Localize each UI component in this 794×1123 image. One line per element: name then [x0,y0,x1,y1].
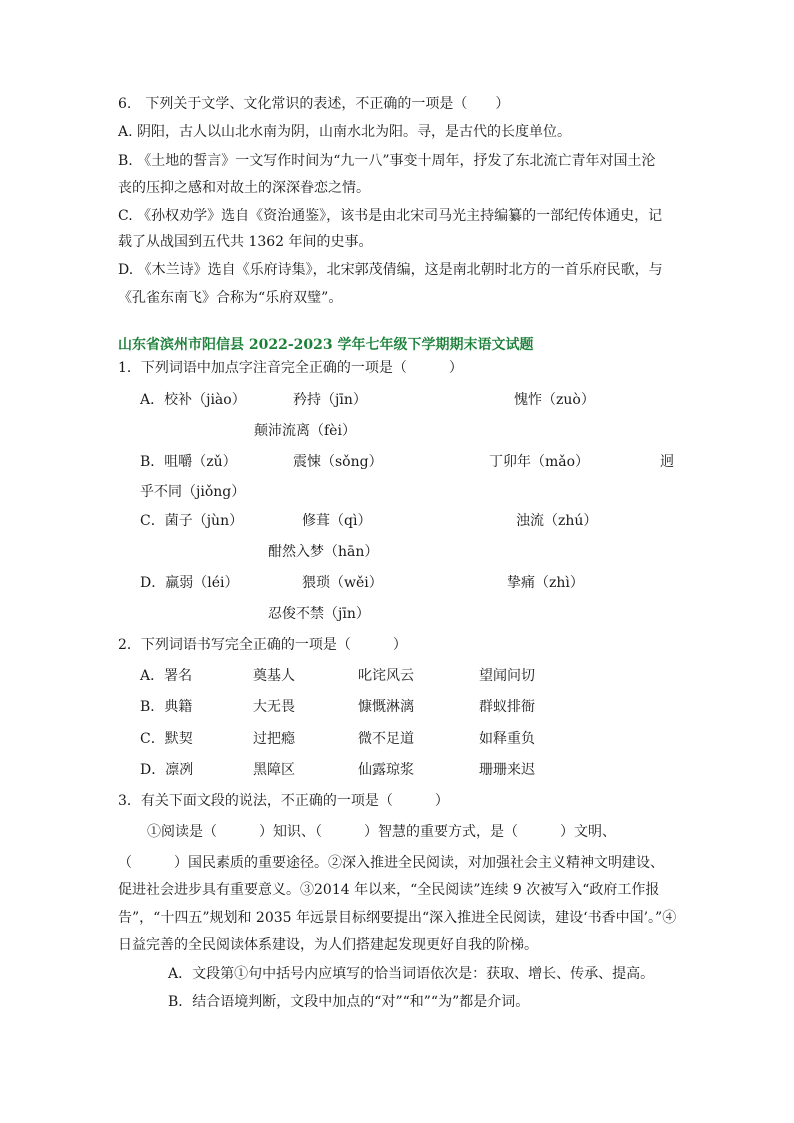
q6-stem: 6. 下列关于文学、文化常识的表述，不正确的一项是（ ） [118,96,510,112]
q1-b-item2: 震悚（sǒng） [293,454,383,470]
q6-option-d-line1: D. 《木兰诗》选自《乐府诗集》，北宋郭茂倩编，这是南北朝时北方的一首乐府民歌，与 [118,262,663,278]
q1-c-item3: 浊流（zhú） [516,513,598,529]
q2-a-3: 叱诧风云 [358,668,414,684]
q1-b-item4-start: 迥 [660,454,674,470]
q3-option-a: A．文段第①句中括号内应填写的恰当词语依次是：获取、增长、传承、提高。 [168,966,655,982]
q1-c-item1: C．菌子（jùn） [140,513,244,529]
q1-b-item3: 丁卯年（mǎo） [489,454,590,470]
q2-stem: 2．下列词语书写完全正确的一项是（ ） [118,637,407,653]
q2-b-4: 群蚁排衙 [479,699,535,715]
q2-d-1: D．凛冽 [140,762,194,778]
q3-passage-line3: 促进社会进步具有重要意义。③2014 年以来，“全民阅读”连续 9 次被写入“政府工作报 [118,882,660,898]
q6-option-c-line1: C. 《孙权劝学》选自《资治通鉴》，该书是由北宋司马光主持编纂的一部纪传体通史，记 [118,208,663,224]
q6-option-b-line2: 丧的压抑之感和对故土的深深眷恋之情。 [118,180,370,196]
q2-c-2: 过把瘾 [253,731,295,747]
q2-a-1: A．署名 [140,668,193,684]
q1-d-item1: D．羸弱（léi） [140,575,239,591]
section-title: 山东省滨州市阳信县 2022-2023 学年七年级下学期期末语文试题 [118,337,534,353]
q6-option-a: A. 阴阳，古人以山北水南为阴，山南水北为阳。寻，是古代的长度单位。 [118,124,572,140]
q2-c-1: C．默契 [140,731,193,747]
q6-option-c-line2: 载了从战国到五代共 1362 年间的史事。 [118,234,373,250]
q1-b-item1: B．咀嚼（zǔ） [140,454,237,470]
q1-a-item1: A．校补（jiào） [140,392,246,408]
q3-passage-line1: ①阅读是（ ）知识、（ ）智慧的重要方式，是（ ）文明、 [147,824,616,840]
q3-passage-line5: 日益完善的全民阅读体系建设，为人们搭建起发现更好自我的阶梯。 [118,937,538,953]
q2-d-2: 黑障区 [253,762,295,778]
q1-c-item4: 酣然入梦（hān） [268,544,379,560]
q1-a-item3: 愧怍（zuò） [514,392,595,408]
q1-d-item3: 挚痛（zhì） [507,575,584,591]
q1-c-item2: 修葺（qì） [302,513,372,529]
q2-a-2: 奠基人 [253,668,295,684]
q3-passage-line2: （ ）国民素质的重要途径。②深入推进全民阅读，对加强社会主义精神文明建设、 [118,855,664,871]
q3-stem: 3．有关下面文段的说法，不正确的一项是（ ） [118,793,449,809]
q1-d-item2: 猥琐（wěi） [302,575,383,591]
q6-option-d-line2: 《孔雀东南飞》合称为“乐府双璧”。 [118,290,343,306]
q3-passage-line4: 告”，“十四五”规划和 2035 年远景目标纲要提出“深入推进全民阅读，建设‘书香中国’。”④ [118,910,677,926]
q1-a-item2: 矜持（jīn） [293,392,367,408]
q2-c-3: 微不足道 [358,731,414,747]
q1-d-item4: 忍俊不禁（jīn） [268,606,370,622]
q2-d-3: 仙露琼浆 [358,762,414,778]
q3-option-b: B．结合语境判断，文段中加点的“对”“和”“为”都是介词。 [168,994,530,1010]
q1-stem: 1．下列词语中加点字注音完全正确的一项是（ ） [118,360,463,376]
q2-a-4: 望闻问切 [479,668,535,684]
q2-d-4: 珊珊来迟 [479,762,535,778]
q2-b-2: 大无畏 [253,699,295,715]
q1-a-item4: 颠沛流离（fèi） [254,423,356,439]
q1-b-item4-end: 乎不同（jiǒng） [140,484,246,500]
q2-b-1: B．典籍 [140,699,193,715]
q2-b-3: 慷慨淋漓 [358,699,414,715]
q6-option-b-line1: B. 《土地的誓言》一文写作时间为“九一八”事变十周年，抒发了东北流亡青年对国土沦 [118,153,656,169]
q2-c-4: 如释重负 [479,731,535,747]
